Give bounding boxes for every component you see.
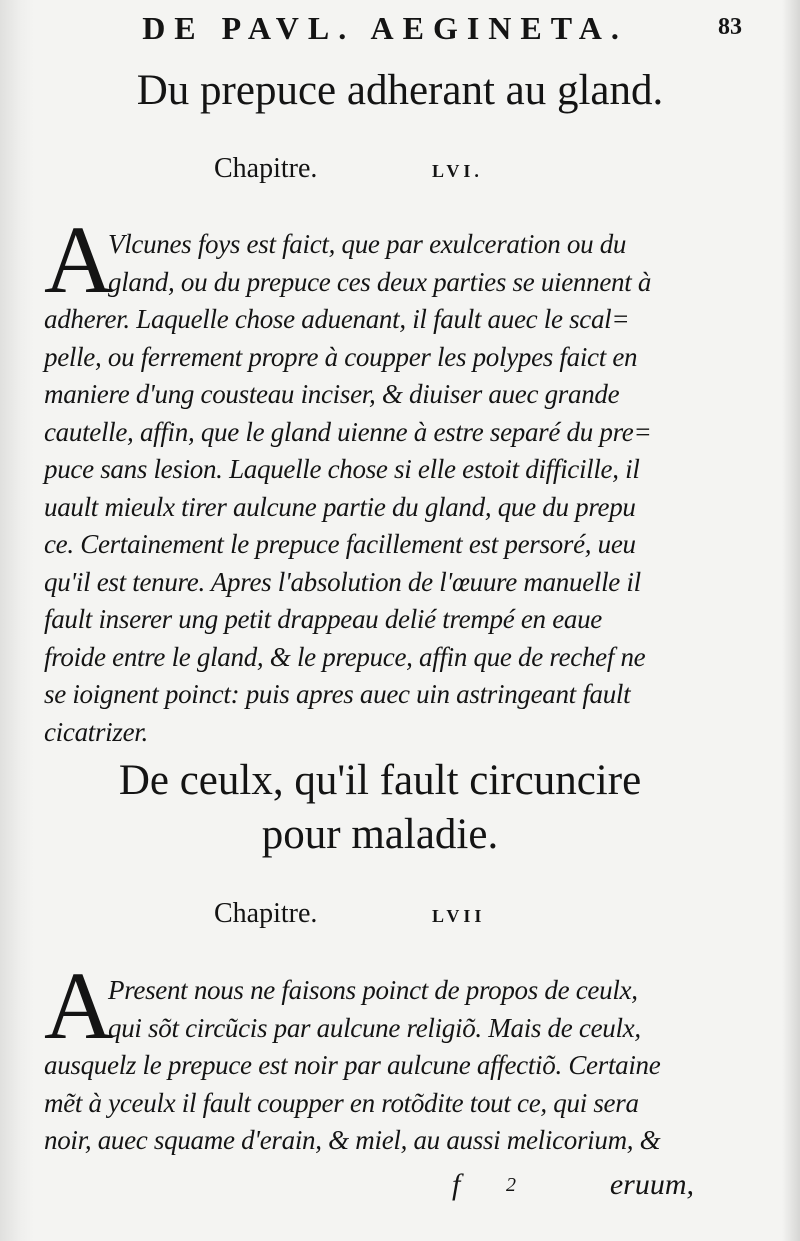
text-line: adherer. Laquelle chose aduenant, il fault auec le scal= <box>44 304 630 334</box>
chapter-57-body <box>44 972 694 1160</box>
text-line: qu'il est tenure. Apres l'absolution de l'œuure manuelle il <box>44 566 641 597</box>
gutter-shadow <box>0 0 34 1241</box>
text-line: pelle, ou ferrement propre à coupper les polypes faict en <box>44 341 638 372</box>
signature-mark: f <box>452 1168 461 1201</box>
chapter-label: Chapitre. <box>214 898 318 929</box>
page-number: 83 <box>718 14 742 40</box>
chapter-57-title-line-1: De ceulx, qu'il fault circuncire <box>118 757 642 804</box>
chapter-57-heading <box>214 897 634 933</box>
catchword: eruum, <box>609 1168 694 1201</box>
text-line: cicatrizer. <box>44 716 148 747</box>
text-line: Vlcunes foys est faict, que par exulceration ou du <box>108 229 627 259</box>
chapter-57-title-line-2: pour maladie. <box>261 811 499 858</box>
text-line: maniere d'ung cousteau inciser, & diuiser auec grande <box>44 379 620 409</box>
text-line: qui sõt circũcis par aulcune religiõ. Mais de ceulx, <box>108 1012 641 1043</box>
chapter-56-title: Du prepuce adherant au gland. <box>136 67 664 114</box>
text-line: cautelle, affin, que le gland uienne à estre separé du pre= <box>44 416 652 447</box>
chapter-number: LVII <box>432 906 486 926</box>
text-line: fault inserer ung petit drappeau delié trempé en eaue <box>44 604 602 634</box>
text-line: mẽt à yceulx il fault coupper en rotõdite tout ce, qui sera <box>44 1087 639 1118</box>
page-edge-shadow <box>782 0 800 1241</box>
text-line: puce sans lesion. Laquelle chose si elle estoit difficille, il <box>44 454 640 484</box>
page-footer <box>44 1165 694 1205</box>
text-line: noir, auec squame d'erain, & miel, au aussi melicorium, & <box>44 1125 661 1155</box>
signature-number: 2 <box>506 1174 516 1196</box>
text-line: uault mieulx tirer aulcune partie du gland, que du prepu <box>44 491 636 522</box>
chapter-56-body <box>44 226 694 751</box>
text-line: gland, ou du prepuce ces deux parties se uiennent à <box>108 266 652 297</box>
text-line: froide entre le gland, & le prepuce, affin que de rechef ne <box>44 641 646 672</box>
text-line: ausquelz le prepuce est noir par aulcune affectiõ. Certaine <box>44 1050 661 1080</box>
drop-cap: A <box>44 206 114 313</box>
chapter-number: LVI. <box>432 161 483 181</box>
chapter-label: Chapitre. <box>214 153 318 184</box>
text-line: Present nous ne faisons poinct de propos de ceulx, <box>108 975 638 1005</box>
chapter-56-heading <box>214 152 634 188</box>
text-line: ce. Certainement le prepuce facillement est persoré, ueu <box>44 529 636 559</box>
drop-cap: A <box>44 952 114 1059</box>
running-head: DE PAVL. AEGINETA. <box>142 10 628 46</box>
text-line: se ioignent poinct: puis apres auec uin astringeant fault <box>44 679 631 709</box>
